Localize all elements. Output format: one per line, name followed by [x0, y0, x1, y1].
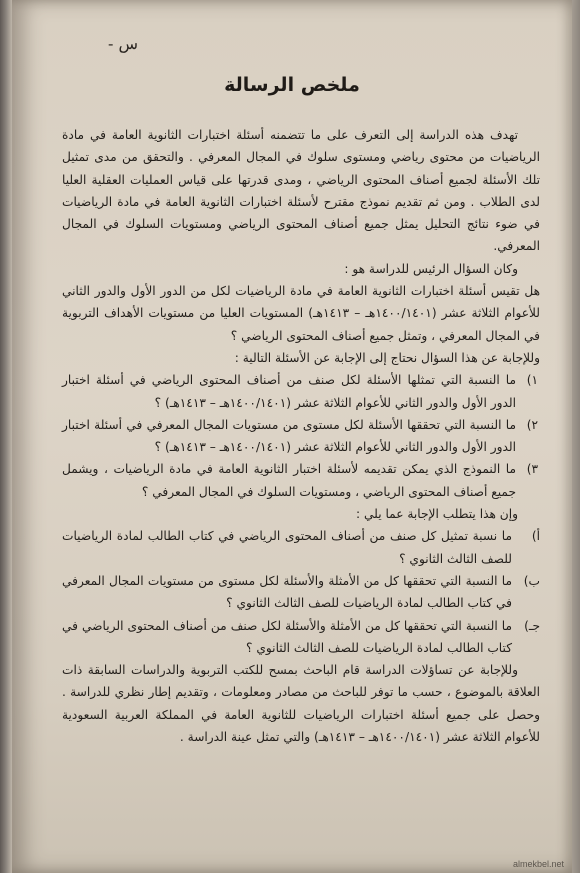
page-number-mark: س -: [108, 34, 139, 53]
sub-question-letter: ب): [523, 573, 540, 588]
paragraph-main-question: هل تقيس أسئلة اختبارات الثانوية العامة في مادة الرياضيات لكل من الدور الأول والدور الثاني للأعوام الثلاثة عشر (١٤٠٠/١٤٠١هـ – ١٤١٣هـ) المستويات العليا من مستويات الأهداف التربوية في المجال المعرفي ، وتمثل جميع أصناف المحتوى الرياضي ؟: [62, 284, 540, 343]
sub-question-letter: جـ): [524, 618, 540, 633]
sub-question-letter: أ): [531, 529, 540, 544]
question-number: ١): [526, 373, 538, 388]
paragraph-requirements-intro: وإن هذا يتطلب الإجابة عما يلي :: [356, 507, 518, 522]
question-text: ما النموذج الذي يمكن تقديمه لأسئلة اختبار الثانوية العامة في مادة الرياضيات ، ويشمل جميع أصناف المحتوى الرياضي ، ومستويات السلوك في المجال المعرفي ؟: [62, 462, 516, 499]
watermark-text: almekbel.net: [512, 859, 564, 869]
sub-question-a: [62, 525, 540, 570]
abstract-body: [62, 124, 540, 748]
paragraph-objective: تهدف هذه الدراسة إلى التعرف على ما تتضمنه أسئلة اختبارات الثانوية العامة في مادة الرياضيات من محتوى رياضي ومستوى سلوك في المجال المعرفي . والتحقق من مدى تمثيل تلك الأسئلة لجميع أصناف المحتوى الرياضي ، ومدى قدرتها على قياس العمليات العقلية العليا لدى الطلاب . ومن ثم تقديم نموذج مقترح لأسئلة اختبارات الثانوية العامة في مادة الرياضيات في ضوء نتائج التحليل يمثل جميع أصناف المحتوى الرياضي ومستويات السلوك في المجال المعرفي.: [62, 128, 540, 254]
sub-question-text: ما نسبة تمثيل كل صنف من أصناف المحتوى الرياضي في كتاب الطالب لمادة الرياضيات للصف الثالث الثانوي ؟: [62, 529, 512, 566]
sub-question-text: ما النسبة التي تحققها كل من الأمثلة والأسئلة لكل مستوى من مستويات المجال المعرفي في كتاب الطالب لمادة الرياضيات للصف الثالث الثانوي ؟: [62, 573, 512, 611]
question-text: ما النسبة التي تمثلها الأسئلة لكل صنف من أصناف المحتوى الرياضي في أسئلة اختبار الدور الأول والدور الثاني للأعوام الثلاثة عشر (١٤٠٠/١٤٠١هـ – ١٤١٣هـ) ؟: [62, 373, 516, 410]
paragraph-methodology: وللإجابة عن تساؤلات الدراسة قام الباحث بمسح للكتب التربوية والدراسات السابقة ذات العلاقة بالموضوع ، حسب ما توفر للباحث من مصادر ومعلومات ، وتقديم إطار نظري للدراسة . وحصل على جميع أسئلة اختبارات الرياضيات للثانوية العامة في المملكة العربية السعودية للأعوام الثلاثة عشر (١٤٠٠/١٤٠١هـ – ١٤١٣هـ) والتي تمثل عينة الدراسة .: [62, 663, 540, 745]
question-number: ٢): [526, 417, 538, 432]
question-item-1: [62, 369, 540, 414]
sub-question-b: [62, 570, 540, 615]
sub-question-text: ما النسبة التي تحققها كل من الأمثلة والأسئلة لكل صنف من أصناف المحتوى الرياضي في كتاب الطالب لمادة الرياضيات للصف الثالث الثانوي ؟: [62, 618, 512, 655]
question-text: ما النسبة التي تحققها الأسئلة لكل مستوى من مستويات المجال المعرفي في أسئلة اختبار الدور الأول والدور الثاني للأعوام الثلاثة عشر (١٤٠٠/١٤٠١هـ – ١٤١٣هـ) ؟: [62, 417, 516, 455]
question-number: ٣): [526, 462, 538, 477]
sub-question-c: [62, 615, 540, 660]
paragraph-sub-questions-intro: وللإجابة عن هذا السؤال نحتاج إلى الإجابة عن الأسئلة التالية :: [234, 350, 540, 365]
question-item-3: [62, 458, 540, 503]
page-title: ملخص الرسالة: [224, 74, 360, 96]
document-page: [12, 0, 572, 873]
question-item-2: [62, 414, 540, 459]
paragraph-main-question-intro: وكان السؤال الرئيس للدراسة هو :: [344, 261, 518, 276]
